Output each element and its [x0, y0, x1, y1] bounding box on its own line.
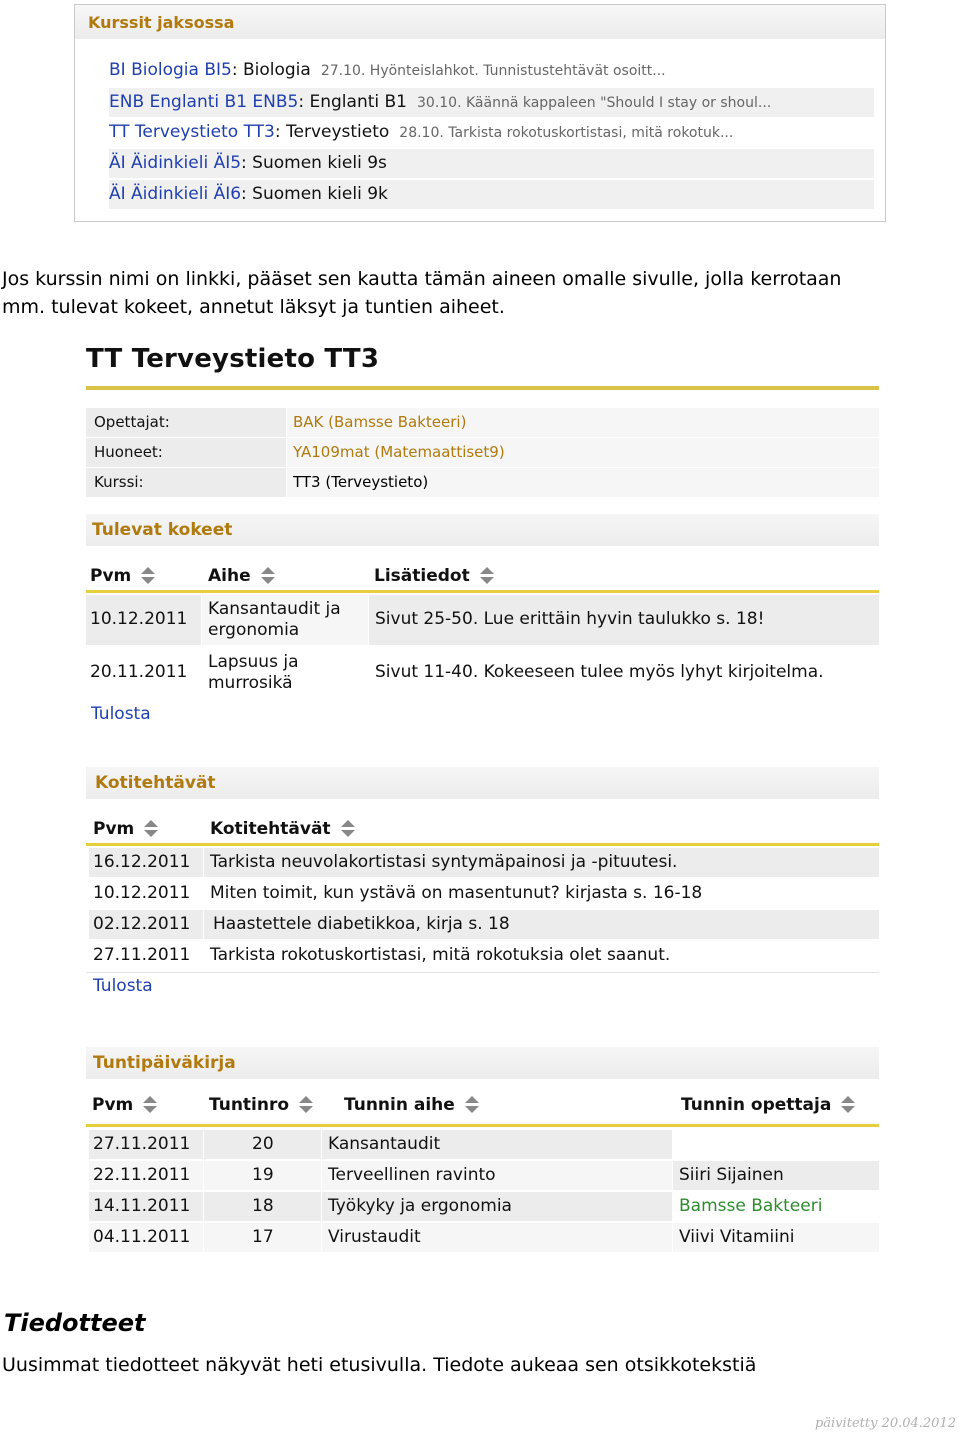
course-row: ÄI Äidinkieli ÄI5: Suomen kieli 9s	[109, 149, 874, 178]
diary-date: 14.11.2011	[89, 1192, 203, 1221]
info-row	[86, 438, 879, 467]
exam-info: Sivut 11-40. Kokeeseen tulee myös lyhyt kirjoitelma.	[375, 662, 824, 682]
info-label: Huoneet:	[86, 438, 286, 467]
diary-lesson-number: 19	[204, 1161, 321, 1190]
info-row	[86, 468, 879, 497]
exam-topic: Lapsuus ja murrosikä	[208, 652, 299, 693]
course-row: TT Terveystieto TT3: Terveystieto 28.10. Tarkista rokotuskortistasi, mitä rokotuk...	[109, 122, 734, 142]
course-row: ÄI Äidinkieli ÄI6: Suomen kieli 9k	[109, 180, 874, 209]
exam-topic: Kansantaudit ja ergonomia	[202, 595, 368, 645]
sort-icon[interactable]	[144, 820, 158, 838]
diary-lesson-teacher	[673, 1130, 879, 1159]
info-value: BAK (Bamsse Bakteeri)	[287, 408, 879, 437]
course-news[interactable]: 28.10. Tarkista rokotuskortistasi, mitä rokotuk...	[399, 125, 734, 141]
diary-header-rule	[86, 1124, 879, 1127]
diary-lesson-teacher: Viivi Vitamiini	[673, 1223, 879, 1252]
diary-lesson-number: 18	[204, 1192, 321, 1221]
diary-lesson-topic: Kansantaudit	[322, 1130, 672, 1159]
course-row: ENB Englanti B1 ENB5: Englanti B1 30.10. Käännä kappaleen "Should I stay or shoul...	[109, 88, 874, 117]
courses-panel-title: Kurssit jaksossa	[88, 13, 235, 32]
exam-info: Sivut 25-50. Lue erittäin hyvin taulukko s. 18!	[369, 595, 879, 645]
diary-lesson-topic: Virustaudit	[322, 1223, 672, 1252]
homework-date: 10.12.2011	[93, 883, 191, 903]
course-row: BI Biologia BI5: Biologia 27.10. Hyönteislahkot. Tunnistustehtävät osoitt...	[109, 60, 666, 80]
exams-section-title: Tulevat kokeet	[92, 520, 233, 540]
homework-section-header	[86, 767, 879, 799]
course-name: Suomen kieli 9k	[252, 184, 388, 204]
homework-bottom-rule	[86, 972, 879, 973]
info-label: Kurssi:	[86, 468, 286, 497]
course-news[interactable]: 27.10. Hyönteislahkot. Tunnistustehtävät osoitt...	[320, 63, 666, 79]
diary-lesson-number: 17	[204, 1223, 321, 1252]
sort-icon[interactable]	[841, 1096, 855, 1114]
homework-section-title: Kotitehtävät	[95, 773, 216, 793]
diary-section-header	[86, 1047, 879, 1079]
diary-date: 04.11.2011	[89, 1223, 203, 1252]
exam-date: 10.12.2011	[86, 595, 201, 645]
homework-task: Haastettele diabetikkoa, kirja s. 18	[204, 910, 879, 939]
column-header-topic[interactable]: Aihe	[208, 566, 275, 586]
notices-text: Uusimmat tiedotteet näkyvät heti etusivulla. Tiedote aukeaa sen otsikkotekstiä	[2, 1354, 757, 1376]
column-header-lesson-topic[interactable]: Tunnin aihe	[344, 1095, 479, 1115]
print-exams-link[interactable]: Tulosta	[91, 704, 151, 724]
sort-icon[interactable]	[299, 1096, 313, 1114]
course-link[interactable]: ÄI Äidinkieli ÄI6	[109, 184, 242, 204]
diary-date: 22.11.2011	[89, 1161, 203, 1190]
sort-icon[interactable]	[141, 567, 155, 585]
homework-date: 16.12.2011	[89, 848, 203, 877]
intro-line-1: Jos kurssin nimi on linkki, pääset sen kautta tämän aineen omalle sivulle, jolla kerrotaan	[2, 268, 842, 290]
course-link[interactable]: BI Biologia BI5	[109, 60, 232, 80]
column-header-task[interactable]: Kotitehtävät	[210, 819, 355, 839]
homework-date: 27.11.2011	[93, 945, 191, 965]
homework-task: Tarkista neuvolakortistasi syntymäpainosi ja -pituutesi.	[204, 848, 879, 877]
diary-date: 27.11.2011	[89, 1130, 203, 1159]
exams-section-header	[86, 514, 879, 546]
info-value: YA109mat (Matemaattiset9)	[287, 438, 879, 467]
diary-lesson-topic: Terveellinen ravinto	[322, 1161, 672, 1190]
column-header-date[interactable]: Pvm	[92, 1095, 157, 1115]
notices-title: Tiedotteet	[4, 1309, 146, 1337]
homework-date: 02.12.2011	[89, 910, 203, 939]
course-name: Englanti B1	[309, 92, 407, 112]
diary-lesson-topic: Työkyky ja ergonomia	[322, 1192, 672, 1221]
exams-header-rule	[86, 590, 879, 593]
course-name: Biologia	[242, 60, 311, 80]
course-link[interactable]: TT Terveystieto TT3	[109, 122, 275, 142]
course-name: Terveystieto	[286, 122, 390, 142]
courses-panel	[74, 4, 886, 222]
course-link[interactable]: ENB Englanti B1 ENB5	[109, 92, 299, 112]
courses-panel-header	[75, 5, 885, 39]
info-value: TT3 (Terveystieto)	[287, 468, 879, 497]
course-info-table	[86, 408, 879, 498]
intro-line-2: mm. tulevat kokeet, annetut läksyt ja tuntien aiheet.	[2, 296, 505, 318]
sort-icon[interactable]	[480, 567, 494, 585]
sort-icon[interactable]	[143, 1096, 157, 1114]
print-homework-link[interactable]: Tulosta	[93, 976, 153, 996]
course-name: Suomen kieli 9s	[252, 153, 387, 173]
sort-icon[interactable]	[341, 820, 355, 838]
updated-date: päivitetty 20.04.2012	[814, 1416, 956, 1431]
course-page-title: TT Terveystieto TT3	[86, 344, 380, 374]
homework-task: Miten toimit, kun ystävä on masentunut? kirjasta s. 16-18	[210, 883, 703, 903]
column-header-lesson-teacher[interactable]: Tunnin opettaja	[681, 1095, 855, 1115]
course-news[interactable]: 30.10. Käännä kappaleen "Should I stay or shoul...	[417, 95, 772, 111]
sort-icon[interactable]	[465, 1096, 479, 1114]
course-link[interactable]: ÄI Äidinkieli ÄI5	[109, 153, 242, 173]
homework-task: Tarkista rokotuskortistasi, mitä rokotuksia olet saanut.	[210, 945, 671, 965]
column-header-lesson-number[interactable]: Tuntinro	[209, 1095, 313, 1115]
exam-date: 20.11.2011	[90, 662, 188, 682]
homework-header-rule	[86, 843, 879, 846]
sort-icon[interactable]	[261, 567, 275, 585]
info-label: Opettajat:	[86, 408, 286, 437]
column-header-info[interactable]: Lisätiedot	[374, 566, 494, 586]
info-row	[86, 408, 879, 437]
diary-lesson-number: 20	[204, 1130, 321, 1159]
column-header-date[interactable]: Pvm	[93, 819, 158, 839]
column-header-date[interactable]: Pvm	[90, 566, 155, 586]
diary-section-title: Tuntipäiväkirja	[93, 1053, 236, 1073]
diary-lesson-teacher: Bamsse Bakteeri	[679, 1196, 823, 1216]
title-rule	[86, 386, 879, 390]
diary-lesson-teacher: Siiri Sijainen	[673, 1161, 879, 1190]
